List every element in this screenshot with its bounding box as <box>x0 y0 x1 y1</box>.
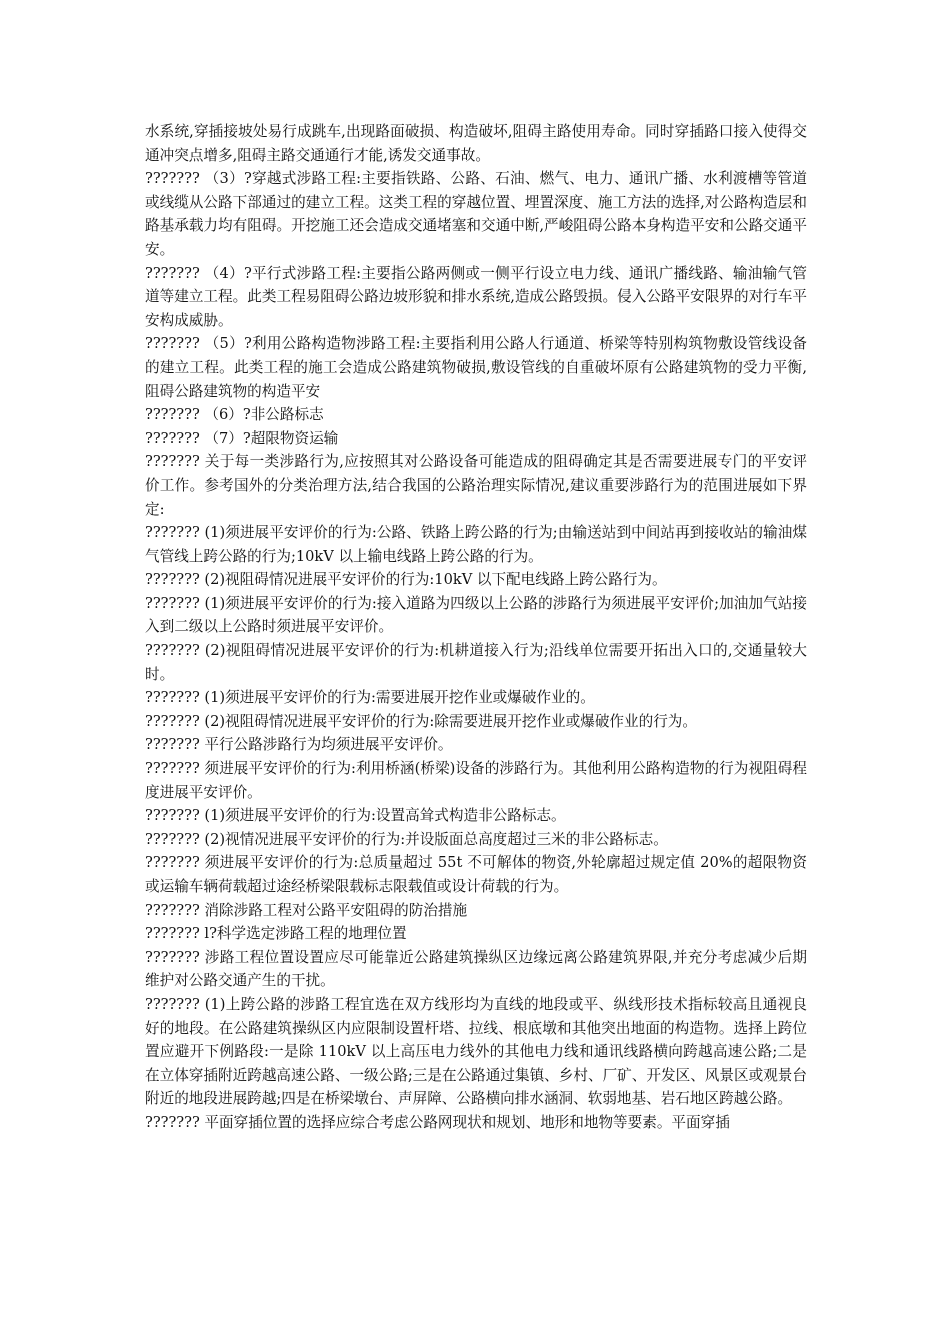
paragraph-3: ??????? （4）?平行式涉路工程:主要指公路两侧或一侧平行设立电力线、通讯广播线路、输油输气管道等建立工程。此类工程易阻碍公路边坡形貌和排水系统,造成公路毁损。侵入公路平安限界的对行车平安构成威胁。 <box>145 264 807 329</box>
paragraph-13: ??????? (2)视阻碍情况进展平安评价的行为:除需要进展开挖作业或爆破作业的行为。 <box>145 712 698 730</box>
paragraph-7: ??????? 关于每一类涉路行为,应按照其对公路设备可能造成的阻碍确定其是否需要进展专门的平安评价工作。参考国外的分类治理方法,结合我国的公路治理实际情况,建议重要涉路行为的范围进展如下界定: <box>145 453 807 518</box>
paragraph-20: ??????? l?科学选定涉路工程的地理位置 <box>145 925 407 943</box>
paragraph-5: ??????? （6）?非公路标志 <box>145 406 324 424</box>
paragraph-2: ??????? （3）?穿越式涉路工程:主要指铁路、公路、石油、燃气、电力、通讯广播、水利渡槽等管道或线缆从公路下部通过的建立工程。这类工程的穿越位置、埋置深度、施工方法的选择,对公路构造层和路基承载力均有阻碍。开挖施工还会造成交通堵塞和交通中断,严峻阻碍公路本身构造平安和公路交通平安。 <box>145 170 807 258</box>
paragraph-14: ??????? 平行公路涉路行为均须进展平安评价。 <box>145 736 453 754</box>
paragraph-15: ??????? 须进展平安评价的行为:利用桥涵(桥梁)设备的涉路行为。其他利用公路构造物的行为视阻碍程度进展平安评价。 <box>145 760 807 801</box>
paragraph-11: ??????? (2)视阻碍情况进展平安评价的行为:机耕道接入行为;沿线单位需要开拓出入口的,交通量较大时。 <box>145 642 807 683</box>
paragraph-10: ??????? (1)须进展平安评价的行为:接入道路为四级以上公路的涉路行为须进展平安评价;加油加气站接入到二级以上公路时须进展平安评价。 <box>145 594 807 636</box>
paragraph-22: ??????? (1)上跨公路的涉路工程宜选在双方线形均为直线的地段或平、纵线形技术指标较高且通视良好的地段。在公路建筑操纵区内应限制设置杆塔、拉线、根底墩和其他突出地面的构造物。选择上跨位置应避开下例路段:一是除 110kV 以上高压电力线外的其他电力线和通讯线路横向跨越高速公路;二是在立体穿插附近跨越高速公路、一级公路;三是在公路通过集镇、乡村、厂矿、开发区、风景区或观景台附近的地段进展跨越;四是在桥梁墩台、声屏障、公路横向排水涵洞、软弱地基、岩石地区跨越公路。 <box>145 995 807 1108</box>
paragraph-12: ??????? (1)须进展平安评价的行为:需要进展开挖作业或爆破作业的。 <box>145 689 595 707</box>
paragraph-1: 水系统,穿插接坡处易行成跳车,出现路面破损、构造破坏,阻碍主路使用寿命。同时穿插路口接入使得交通冲突点增多,阻碍主路交通通行才能,诱发交通事故。 <box>145 123 807 164</box>
paragraph-4: ??????? （5）?利用公路构造物涉路工程:主要指利用公路人行通道、桥梁等特别构筑物敷设管线设备的建立工程。此类工程的施工会造成公路建筑物破损,敷设管线的自重破坏原有公路建筑物的受力平衡,阻碍公路建筑物的构造平安 <box>145 335 807 400</box>
paragraph-17: ??????? (2)视情况进展平安评价的行为:并设版面总高度超过三米的非公路标志。 <box>145 830 668 848</box>
paragraph-18: ??????? 须进展平安评价的行为:总质量超过 55t 不可解体的物资,外轮廓超过规定值 20%的超限物资或运输车辆荷载超过途经桥梁限载标志限载值或设计荷载的行为。 <box>145 854 807 895</box>
paragraph-6: ??????? （7）?超限物资运输 <box>145 429 339 447</box>
paragraph-16: ??????? (1)须进展平安评价的行为:设置高耸式构造非公路标志。 <box>145 807 566 825</box>
paragraph-19: ??????? 消除涉路工程对公路平安阻碍的防治措施 <box>145 901 468 919</box>
document-page <box>145 120 807 1135</box>
paragraph-9: ??????? (2)视阻碍情况进展平安评价的行为:10kV 以下配电线路上跨公路行为。 <box>145 571 667 589</box>
paragraph-23: ??????? 平面穿插位置的选择应综合考虑公路网现状和规划、地形和地物等要素。平面穿插 <box>145 1113 730 1131</box>
paragraph-21: ??????? 涉路工程位置设置应尽可能靠近公路建筑操纵区边缘远离公路建筑界限,并充分考虑减少后期维护对公路交通产生的干扰。 <box>145 948 807 990</box>
paragraph-8: ??????? (1)须进展平安评价的行为:公路、铁路上跨公路的行为;由输送站到中间站再到接收站的输油煤气管线上跨公路的行为;10kV 以上输电线路上跨公路的行为。 <box>145 524 807 565</box>
